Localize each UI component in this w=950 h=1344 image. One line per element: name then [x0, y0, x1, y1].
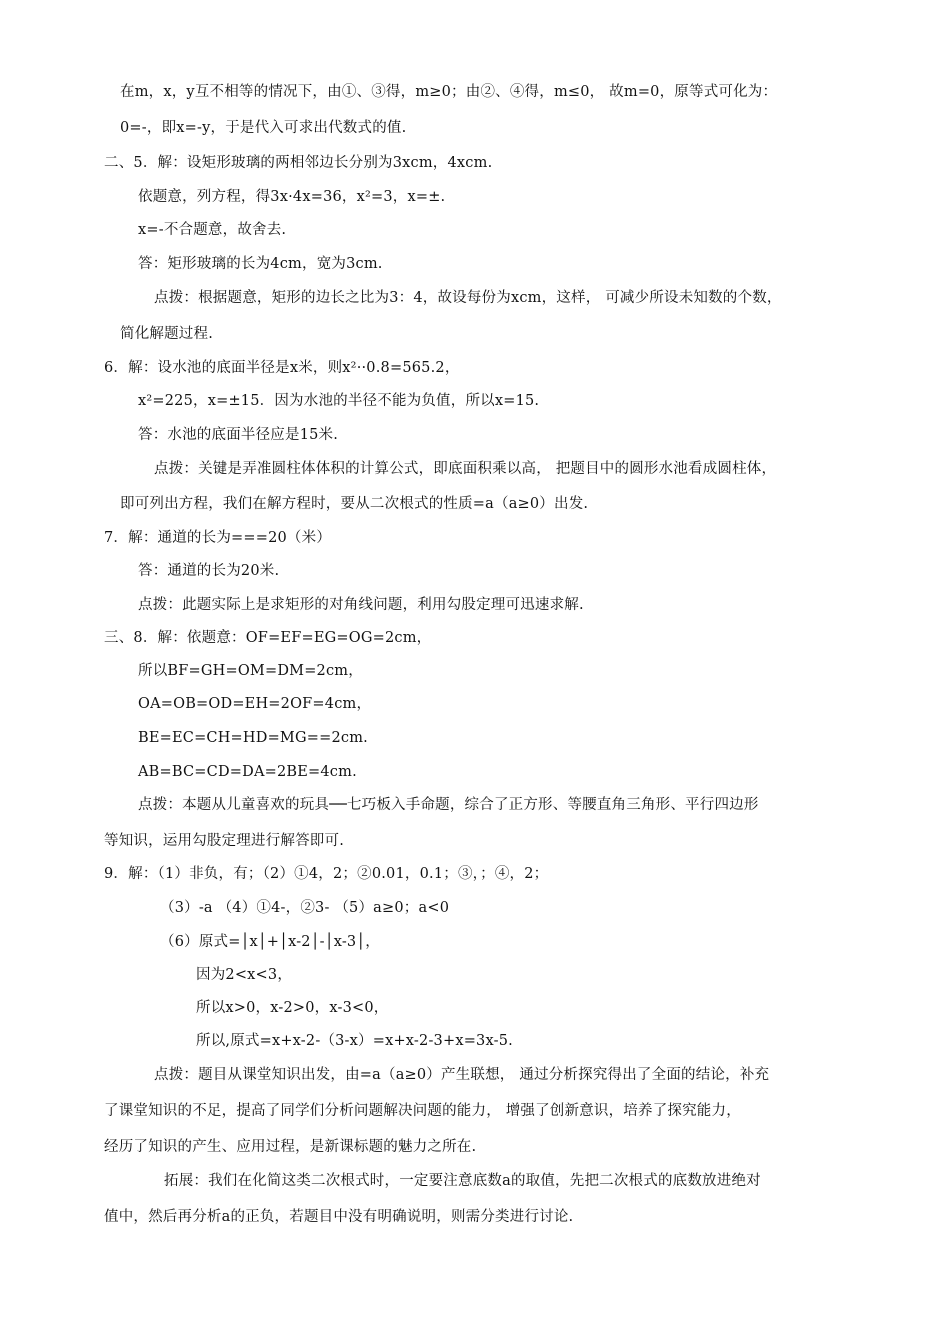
text-line: 经历了知识的产生、应用过程，是新课标题的魅力之所在. — [104, 1139, 477, 1155]
text-line: 点拨：本题从儿童喜欢的玩具──七巧板入手命题，综合了正方形、等腰直角三角形、平行四边形 — [138, 797, 759, 813]
text-line: （3）-a （4）①4-，②3- （5）a≥0；a<0 — [160, 900, 450, 916]
text-line: 因为2<x<3， — [196, 967, 293, 983]
text-line: OA=OB=OD=EH=2OF=4cm， — [138, 696, 372, 712]
text-line: 即可列出方程，我们在解方程时，要从二次根式的性质=a（a≥0）出发. — [120, 496, 589, 512]
text-line: 点拨：此题实际上是求矩形的对角线问题，利用勾股定理可迅速求解. — [138, 597, 584, 613]
text-line: 所以BF=GH=OM=DM=2cm， — [138, 663, 363, 679]
text-line: 拓展：我们在化简这类二次根式时，一定要注意底数a的取值，先把二次根式的底数放进绝对 — [164, 1173, 761, 1189]
text-line: 三、8．解：依题意：OF=EF=EG=OG=2cm， — [104, 630, 432, 646]
text-line: 点拨：关键是弄准圆柱体体积的计算公式，即底面积乘以高， 把题目中的圆形水池看成圆柱体， — [154, 461, 777, 477]
text-line: 0=-，即x=-y，于是代入可求出代数式的值. — [120, 120, 407, 136]
text-line: 6．解：设水池的底面半径是x米，则x²··0.8=565.2， — [104, 360, 460, 376]
text-line: 所以x>0，x-2>0，x-3<0， — [196, 1000, 389, 1016]
text-line: 简化解题过程. — [120, 326, 214, 342]
text-line: 所以,原式=x+x-2-（3-x）=x+x-2-3+x=3x-5. — [196, 1033, 513, 1049]
text-line: （6）原式=│x│+│x-2│-│x-3│， — [160, 934, 380, 950]
text-line: 7．解：通道的长为===20（米） — [104, 530, 332, 546]
text-line: 答：通道的长为20米. — [138, 563, 280, 579]
text-line: 依题意，列方程，得3x·4x=36，x²=3，x=±. — [138, 189, 446, 205]
text-line: 二、5．解：设矩形玻璃的两相邻边长分别为3xcm，4xcm. — [104, 155, 493, 171]
text-line: 点拨：题目从课堂知识出发，由=a（a≥0）产生联想， 通过分析探究得出了全面的结论，补充 — [154, 1067, 770, 1083]
text-line: 等知识，运用勾股定理进行解答即可. — [104, 833, 345, 849]
text-line: BE=EC=CH=HD=MG==2cm. — [138, 730, 368, 746]
text-line: 在m，x，y互不相等的情况下，由①、③得，m≥0；由②、④得，m≤0， 故m=0，原等式可化为： — [120, 84, 778, 100]
text-line: AB=BC=CD=DA=2BE=4cm. — [138, 764, 357, 780]
text-line: 答：水池的底面半径应是15米. — [138, 427, 339, 443]
text-line: 9．解：（1）非负，有；（2）①4，2；②0.01，0.1；③，；④，2； — [104, 866, 549, 882]
text-line: x²=225，x=±15．因为水池的半径不能为负值，所以x=15. — [138, 393, 540, 409]
text-line: 点拨：根据题意，矩形的边长之比为3：4，故设每份为xcm，这样， 可减少所设未知数的个数， — [154, 290, 782, 306]
text-line: 了课堂知识的不足，提高了同学们分析问题解决问题的能力， 增强了创新意识，培养了探究能力， — [104, 1103, 741, 1119]
text-line: x=-不合题意，故舍去. — [138, 222, 287, 238]
text-line: 值中，然后再分析a的正负，若题目中没有明确说明，则需分类进行讨论. — [104, 1209, 574, 1225]
text-line: 答：矩形玻璃的长为4cm，宽为3cm. — [138, 256, 383, 272]
